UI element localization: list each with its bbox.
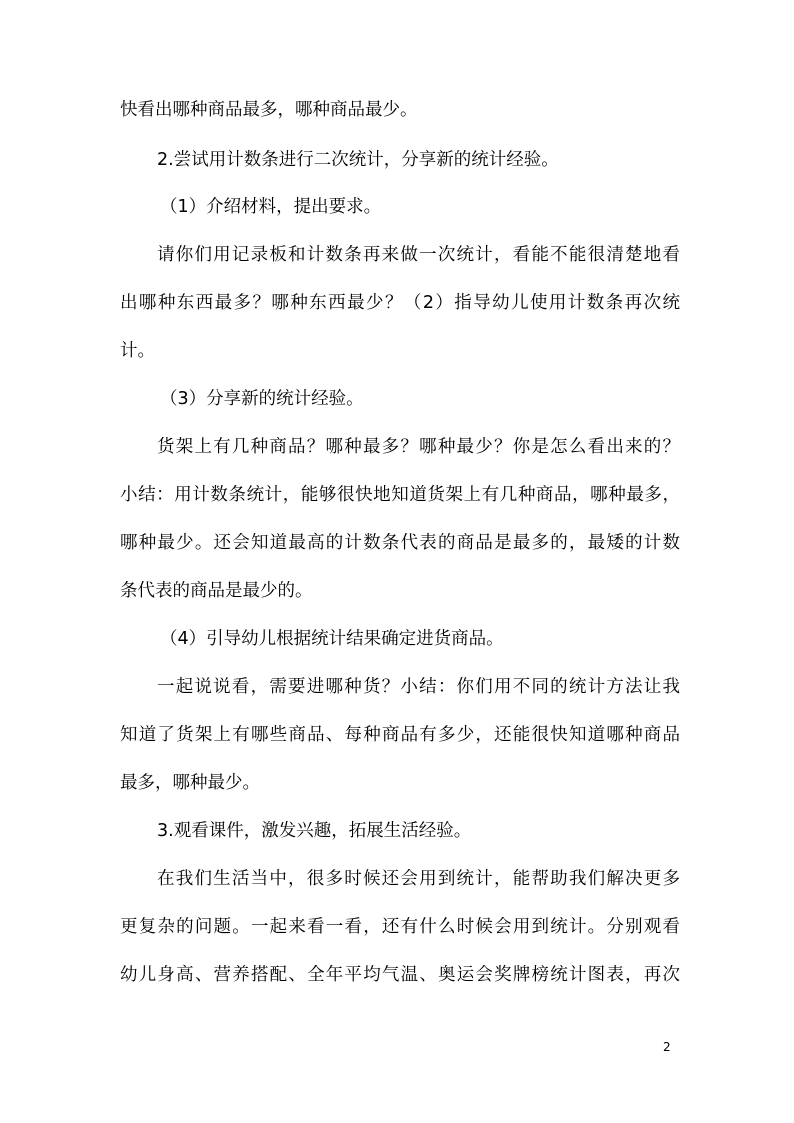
- paragraph-line: 计。: [120, 341, 155, 361]
- paragraph-line: 条代表的商品是最少的。: [120, 581, 313, 601]
- paragraph-line: 知道了货架上有哪些商品、每种商品有多少，还能很快知道哪种商品: [120, 725, 680, 745]
- paragraph-line: 幼儿身高、营养搭配、全年平均气温、奥运会奖牌榜统计图表，再次: [120, 965, 680, 985]
- section-heading-3: 3.观看课件，激发兴趣，拓展生活经验。: [157, 821, 472, 841]
- paragraph-line: 出哪种东西最多？哪种东西最少？（2）指导幼儿使用计数条再次统: [120, 293, 680, 313]
- subsection-heading-4: （4）引导幼儿根据统计结果确定进货商品。: [160, 629, 504, 649]
- paragraph-line: 在我们生活当中，很多时候还会用到统计，能帮助我们解决更多: [157, 869, 680, 889]
- subsection-heading-1: （1）介绍材料，提出要求。: [160, 197, 382, 217]
- paragraph-line: 一起说说看，需要进哪种货？小结：你们用不同的统计方法让我: [157, 677, 680, 697]
- paragraph-line: 哪种最少。还会知道最高的计数条代表的商品是最多的，最矮的计数: [120, 533, 680, 553]
- page-number: 2: [663, 1040, 671, 1054]
- subsection-heading-3: （3）分享新的统计经验。: [160, 389, 364, 409]
- paragraph-line: 请你们用记录板和计数条再来做一次统计，看能不能很清楚地看: [157, 245, 680, 265]
- paragraph-line: 小结：用计数条统计，能够很快地知道货架上有几种商品，哪种最多，: [120, 485, 680, 505]
- paragraph-line: 货架上有几种商品？哪种最多？哪种最少？你是怎么看出来的？: [157, 437, 680, 457]
- paragraph-line: 快看出哪种商品最多，哪种商品最少。: [120, 100, 418, 120]
- paragraph-line: 最多，哪种最少。: [120, 773, 260, 793]
- paragraph-line: 更复杂的问题。一起来看一看，还有什么时候会用到统计。分别观看: [120, 917, 680, 937]
- section-heading-2: 2.尝试用计数条进行二次统计，分享新的统计经验。: [157, 150, 559, 170]
